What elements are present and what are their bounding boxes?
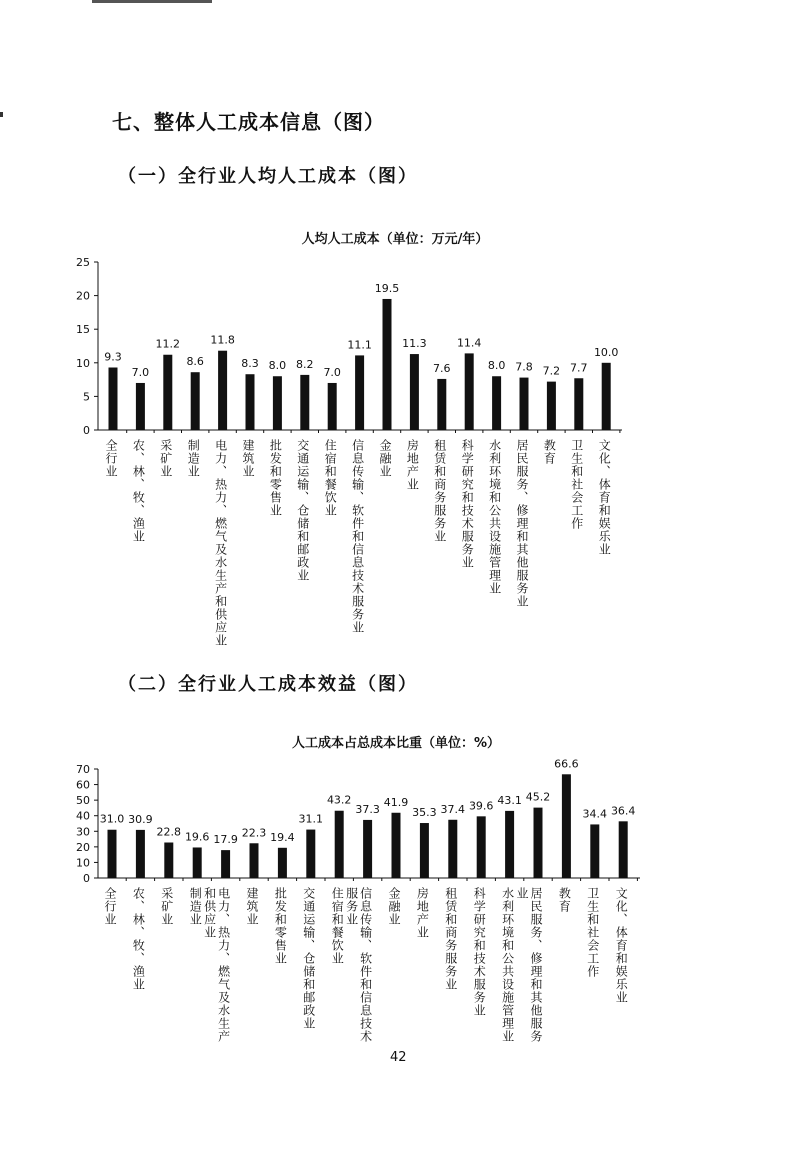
category-label: 建筑业 [245,887,259,926]
bar [448,820,457,878]
y-tick-label: 20 [76,840,90,854]
category-label: 科学研究和技术服务业 [472,887,487,1017]
page-number: 42 [390,1050,407,1065]
category-label: 文化、体育和娱乐业 [614,887,629,1004]
subsection-heading-efficiency: （二）全行业人工成本效益（图） [118,674,418,695]
y-tick-label: 60 [76,778,90,792]
category-label: 住宿和餐饮业 [330,887,345,965]
bar [136,830,145,878]
data-label: 31.1 [298,812,324,826]
category-label: 批发和零售业 [273,887,288,965]
category-label: 全行业 [104,439,118,478]
bar [363,820,372,878]
data-label: 8.6 [186,355,204,369]
data-label: 11.8 [210,333,235,347]
category-label: 居民服务、修理和其他服务业 [515,439,529,608]
y-tick-label: 50 [76,794,90,808]
y-tick-label: 10 [76,856,90,870]
bar [193,847,202,878]
data-label: 31.0 [99,812,125,826]
bar [250,843,259,878]
data-label: 11.2 [155,337,181,351]
category-label: 租赁和商务服务业 [432,439,447,543]
category-label: 采矿业 [158,439,173,478]
category-label: 农、林、牧、渔业 [131,439,146,543]
y-tick-label: 40 [76,809,90,823]
bar [534,808,543,878]
data-label: 7.7 [570,361,588,375]
category-label: 制造业 [188,887,203,926]
y-tick-label: 0 [83,424,90,437]
category-label: 水利环境和公共设施管理业 [487,439,502,595]
category-label: 居民服务、修理和其他服务 [529,887,543,1043]
data-label: 11.3 [402,337,427,351]
category-label: 和供应业 [202,887,217,939]
section-heading: 七、整体人工成本信息（图） [112,110,385,134]
data-label: 22.3 [241,826,267,840]
data-label: 36.4 [610,804,636,818]
bar [562,774,571,878]
data-label: 19.6 [184,830,210,844]
data-label: 9.3 [104,350,122,364]
y-tick-label: 30 [76,825,90,839]
category-label: 科学研究和技术服务业 [460,439,475,569]
data-label: 7.2 [542,364,561,378]
category-label: 水利环境和公共设施管理业 [500,887,515,1043]
data-label: 8.3 [241,357,259,371]
data-label: 17.9 [213,833,238,847]
bar [306,830,315,878]
category-label: 业 [515,887,529,900]
y-tick-label: 5 [83,390,90,404]
chart-title: 人工成本占总成本比重（单位：%） [291,736,501,751]
data-label: 11.1 [347,338,372,352]
category-label: 全行业 [103,887,117,926]
data-label: 8.0 [487,359,506,373]
y-tick-label: 70 [76,763,90,776]
category-label: 采矿业 [159,887,174,926]
data-label: 7.0 [323,365,341,379]
y-tick-label: 20 [76,289,90,303]
bar [278,848,287,878]
category-label: 房地产业 [405,439,420,491]
data-label: 8.2 [296,357,314,371]
category-label: 信息传输、软件和信息技术 [358,887,373,1043]
bar [505,811,514,878]
category-label: 教育 [557,887,572,913]
data-label: 66.6 [554,757,579,771]
bar [108,830,117,878]
data-label: 43.1 [497,793,522,807]
category-label: 服务业 [344,887,359,926]
data-label: 37.3 [355,802,380,816]
data-label: 41.9 [383,795,409,809]
category-label: 信息传输、软件和信息技术服务业 [350,439,365,634]
category-label: 交通运输、仓储和邮政业 [301,887,316,1030]
data-label: 37.4 [440,802,466,816]
data-label: 30.9 [128,812,153,826]
data-label: 45.2 [525,790,551,804]
category-label: 文化、体育和娱乐业 [597,439,612,556]
category-label: 教育 [542,439,557,465]
data-label: 19.5 [374,281,400,295]
data-label: 10.0 [593,345,619,359]
bar [335,811,344,878]
bar [221,850,230,878]
category-label: 批发和零售业 [268,439,283,517]
data-label: 35.3 [412,806,437,820]
category-label: 卫生和社会工作 [569,439,584,530]
category-label: 电力、热力、燃气及水生产和供应业 [213,439,228,647]
data-label: 34.4 [582,807,608,821]
bar [590,824,599,878]
data-label: 8.0 [268,359,287,373]
category-label: 农、林、牧、渔业 [131,887,146,991]
y-tick-label: 0 [83,872,90,885]
bar [392,813,401,878]
data-label: 19.4 [270,830,295,844]
data-label: 7.0 [131,365,150,379]
category-label: 金融业 [387,887,401,926]
data-label: 43.2 [326,793,352,807]
bar [477,816,486,878]
category-label: 租赁和商务服务业 [443,887,458,991]
category-label: 金融业 [378,439,392,478]
category-label: 制造业 [186,439,201,478]
y-tick-label: 10 [76,356,90,370]
subsection-heading-per-capita: （一）全行业人均人工成本（图） [118,166,418,187]
data-label: 11.4 [456,336,482,350]
chart-title: 人均人工成本（单位：万元/年） [301,232,489,247]
data-label: 7.8 [515,360,533,374]
category-label: 卫生和社会工作 [585,887,600,978]
data-label: 39.6 [468,799,494,813]
category-label: 住宿和餐饮业 [323,439,338,517]
category-label: 电力、热力、燃气及水生产 [216,887,231,1043]
bar [164,842,173,878]
bar [420,823,429,878]
y-tick-label: 25 [76,256,90,269]
category-label: 建筑业 [241,439,255,478]
y-tick-label: 15 [76,323,90,337]
bar [619,821,628,878]
category-label: 交通运输、仓储和邮政业 [295,439,310,582]
data-label: 22.8 [156,825,182,839]
data-label: 7.6 [433,361,451,375]
category-label: 房地产业 [415,887,430,939]
